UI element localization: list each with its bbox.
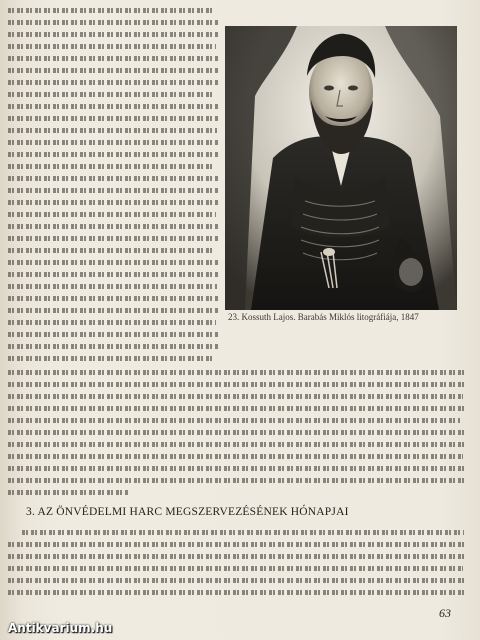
text-line <box>8 382 464 387</box>
text-line <box>8 8 213 13</box>
text-line <box>8 92 213 97</box>
text-line <box>8 296 218 301</box>
text-line <box>8 56 218 61</box>
text-line <box>8 356 213 361</box>
text-line <box>8 260 218 265</box>
text-line <box>8 224 218 229</box>
text-line <box>8 478 464 483</box>
text-line <box>8 272 218 277</box>
text-line <box>8 542 464 547</box>
text-line <box>8 284 217 289</box>
text-line <box>8 20 218 25</box>
text-line <box>8 248 214 253</box>
text-line <box>8 152 218 157</box>
text-line <box>8 116 218 121</box>
text-line <box>8 554 464 559</box>
text-line <box>8 590 464 595</box>
portrait-illustration <box>225 26 457 310</box>
figure-caption: 23. Kossuth Lajos. Barabás Miklós litográfiája, 1847 <box>228 312 419 322</box>
text-line <box>8 104 218 109</box>
text-line <box>8 128 217 133</box>
text-line <box>8 188 218 193</box>
text-line <box>8 140 218 145</box>
lithograph-portrait-image <box>225 26 457 310</box>
text-line <box>8 332 218 337</box>
text-line <box>8 200 218 205</box>
text-line <box>8 418 460 423</box>
page-number: 63 <box>439 606 451 620</box>
text-line <box>8 578 464 583</box>
text-line <box>8 68 218 73</box>
text-line <box>8 566 463 571</box>
text-line <box>8 344 218 349</box>
text-line <box>22 530 464 535</box>
text-line <box>8 212 216 217</box>
text-line <box>8 176 218 181</box>
text-line <box>8 442 464 447</box>
text-line <box>8 454 463 459</box>
text-line <box>8 490 128 495</box>
text-line <box>8 320 216 325</box>
text-line <box>8 236 218 241</box>
watermark: Antikvarium.hu <box>8 621 113 635</box>
text-line <box>8 466 464 471</box>
text-line <box>8 44 216 49</box>
text-line <box>8 80 218 85</box>
text-line <box>8 430 464 435</box>
text-line <box>8 308 218 313</box>
text-line <box>8 32 218 37</box>
text-line <box>8 164 215 169</box>
section-heading: 3. AZ ÖNVÉDELMI HARC MEGSZERVEZÉSÉNEK HÓNAPJAI <box>26 506 349 518</box>
text-line <box>8 406 464 411</box>
text-line <box>8 370 464 375</box>
text-line <box>8 394 463 399</box>
